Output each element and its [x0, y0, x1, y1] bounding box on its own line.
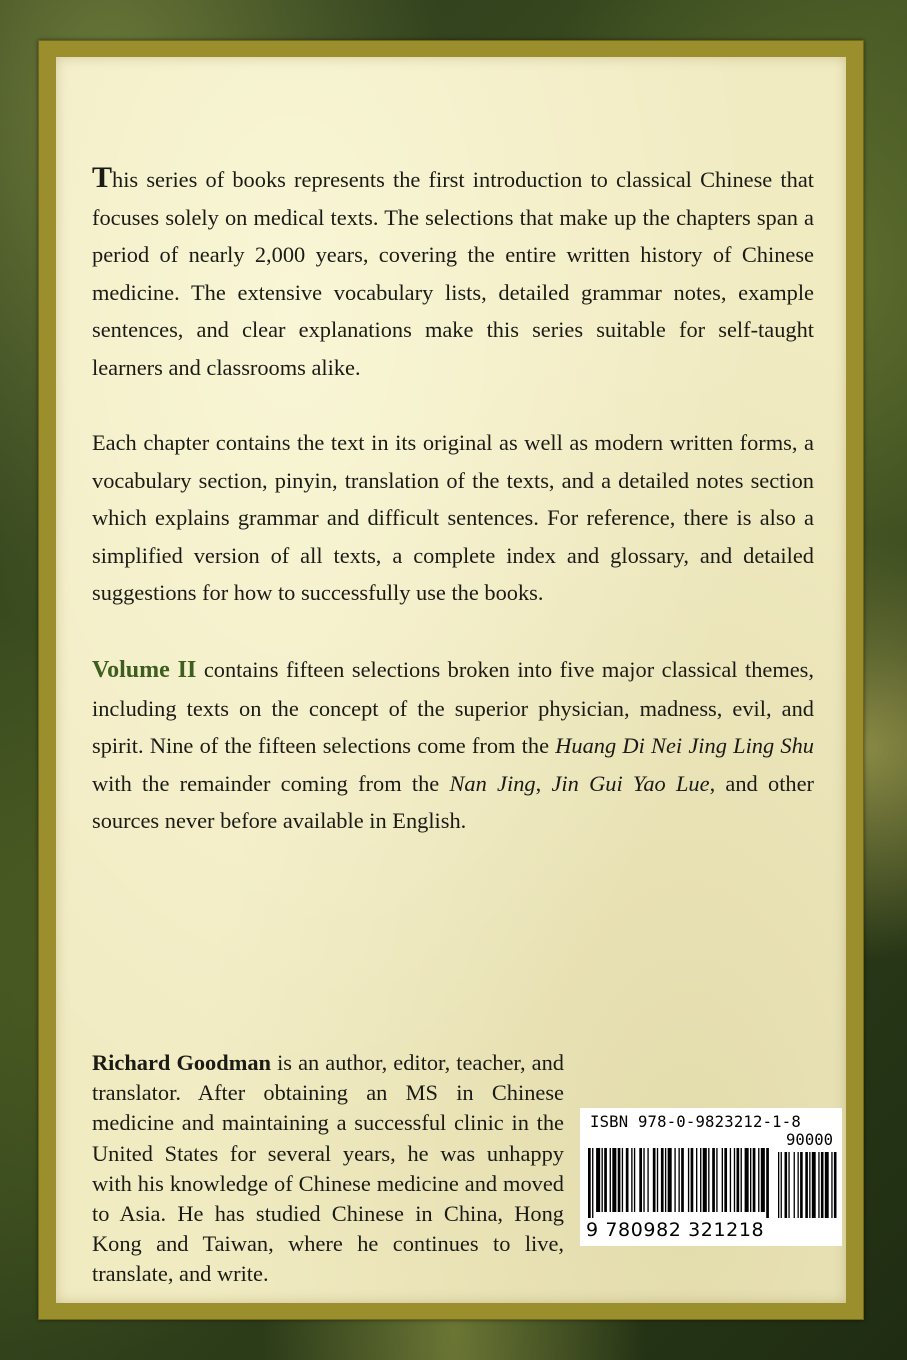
volume-heading: Volume II	[92, 657, 197, 683]
barcode-bar	[758, 1148, 759, 1212]
barcode-bar	[647, 1148, 648, 1212]
barcode-bar	[681, 1148, 684, 1212]
addon-barcode-bar	[778, 1152, 779, 1218]
barcode-bar	[730, 1148, 731, 1212]
barcode-bar	[622, 1148, 623, 1212]
barcode-bar	[604, 1148, 607, 1212]
author-name: Richard Goodman	[92, 1050, 271, 1075]
barcode-bar	[703, 1148, 707, 1212]
barcode-bar	[737, 1148, 740, 1212]
barcode-bar	[734, 1148, 735, 1212]
addon-barcode-bar	[809, 1152, 810, 1218]
barcode-bar	[745, 1148, 749, 1212]
author-bio-text: is an author, editor, teacher, and translator. After obtaining an MS in Chinese medicine and maintaining a successful clinic in the United States for several years, he was unhappy with his knowledge of Chinese medicine and moved to Asia. He has studied Chinese in China, Hong Kong and Taiwan, where he continues to live, translate, and write.	[92, 1050, 564, 1287]
barcode-bar	[653, 1148, 656, 1212]
book-title-nan-jing: Nan Jing	[449, 770, 536, 796]
barcode-bar	[722, 1148, 723, 1212]
barcode-bar	[602, 1148, 603, 1212]
paragraph-3-text-c: ,	[535, 770, 552, 796]
barcode-bar	[766, 1148, 769, 1218]
barcode-bar	[639, 1148, 642, 1212]
barcode-bar	[716, 1148, 717, 1212]
description-paragraph-2: Each chapter contains the text in its original as well as modern written forms, a vocabulary section, pinyin, translation of the texts, and a detailed notes section which explains grammar and difficult sentences. For reference, there is also a simplified version of all texts, a complete index and glossary, and detailed suggestions for how to successfully use the books.	[92, 430, 814, 606]
isbn-label: ISBN 978-0-9823212-1-8	[590, 1113, 801, 1131]
barcode-bar	[688, 1148, 689, 1212]
barcode-bar	[661, 1148, 664, 1212]
addon-barcode-bar	[800, 1152, 803, 1218]
barcode-bar	[691, 1148, 694, 1212]
barcode-bar	[741, 1148, 742, 1212]
barcode-bar	[724, 1148, 727, 1212]
paragraph-3-text-a: contains fifteen selections broken into five major classical themes, including texts on the concept of the superior physician, madness, evil, and spirit. Nine of the fifteen selections come from the	[92, 657, 814, 759]
barcode-bar	[631, 1148, 632, 1212]
barcode-bar	[592, 1148, 593, 1218]
barcode-bar	[708, 1148, 709, 1212]
barcode-box	[580, 1108, 842, 1246]
ean-digits: 9 780982 321218	[586, 1219, 765, 1241]
addon-barcode-bar	[788, 1152, 789, 1218]
drop-cap: T	[92, 161, 113, 194]
addon-barcode-bar	[818, 1152, 819, 1218]
addon-barcode-bar	[805, 1152, 808, 1218]
addon-barcode-bar	[831, 1152, 832, 1218]
addon-barcode-bar	[821, 1152, 824, 1218]
barcode-bar	[668, 1148, 672, 1212]
barcode-bar	[753, 1148, 756, 1212]
addon-barcode-bar	[834, 1152, 837, 1218]
barcode-bar	[700, 1148, 701, 1212]
barcode-bars	[584, 1148, 838, 1218]
barcode-bar	[665, 1148, 666, 1212]
barcode-bar	[588, 1148, 591, 1218]
author-bio	[92, 1048, 564, 1290]
addon-barcode-bar	[798, 1152, 799, 1218]
addon-barcode-bar	[825, 1152, 829, 1218]
addon-barcode-bar	[812, 1152, 816, 1218]
book-title-jin-gui: Jin Gui Yao Lue	[551, 770, 710, 796]
price-code: 90000	[786, 1131, 833, 1149]
book-title-huang-di: Huang Di Nei Jing Ling Shu	[555, 733, 814, 759]
barcode-bar	[626, 1148, 629, 1212]
addon-barcode-bar	[794, 1152, 795, 1218]
barcode-bar	[674, 1148, 675, 1212]
barcode-bar	[596, 1148, 600, 1212]
barcode-bar	[761, 1148, 765, 1212]
barcode-bar	[618, 1148, 621, 1212]
cover-frame	[38, 40, 864, 1320]
paragraph-3-text-d: , and other sources never before available in English.	[92, 770, 815, 834]
description-paragraph-3	[92, 651, 814, 840]
text-panel	[56, 57, 846, 1303]
description-paragraph-1	[92, 159, 814, 387]
addon-barcode-bar	[781, 1152, 782, 1218]
barcode-bar	[712, 1148, 715, 1212]
barcode-bar	[634, 1148, 635, 1212]
addon-barcode-bar	[785, 1152, 788, 1218]
barcode-bar	[610, 1148, 611, 1212]
paragraph-3-text-b: with the remainder coming from the	[92, 770, 450, 796]
barcode-bar	[696, 1148, 697, 1212]
barcode-bar	[678, 1148, 679, 1212]
barcode-bar	[643, 1148, 644, 1212]
barcode-bar	[612, 1148, 616, 1212]
barcode-bar	[750, 1148, 751, 1212]
paragraph-1-text: his series of books represents the first introduction to classical Chinese that focuses solely on medical texts. The selections that make up the chapters span a period of nearly 2,000 years, covering the entire written history of Chinese medicine. The extensive vocabulary lists, detailed grammar notes, example sentences, and clear explanations make this series suitable for self-taught learners and classrooms alike.	[92, 167, 814, 380]
barcode-bar	[657, 1148, 658, 1212]
